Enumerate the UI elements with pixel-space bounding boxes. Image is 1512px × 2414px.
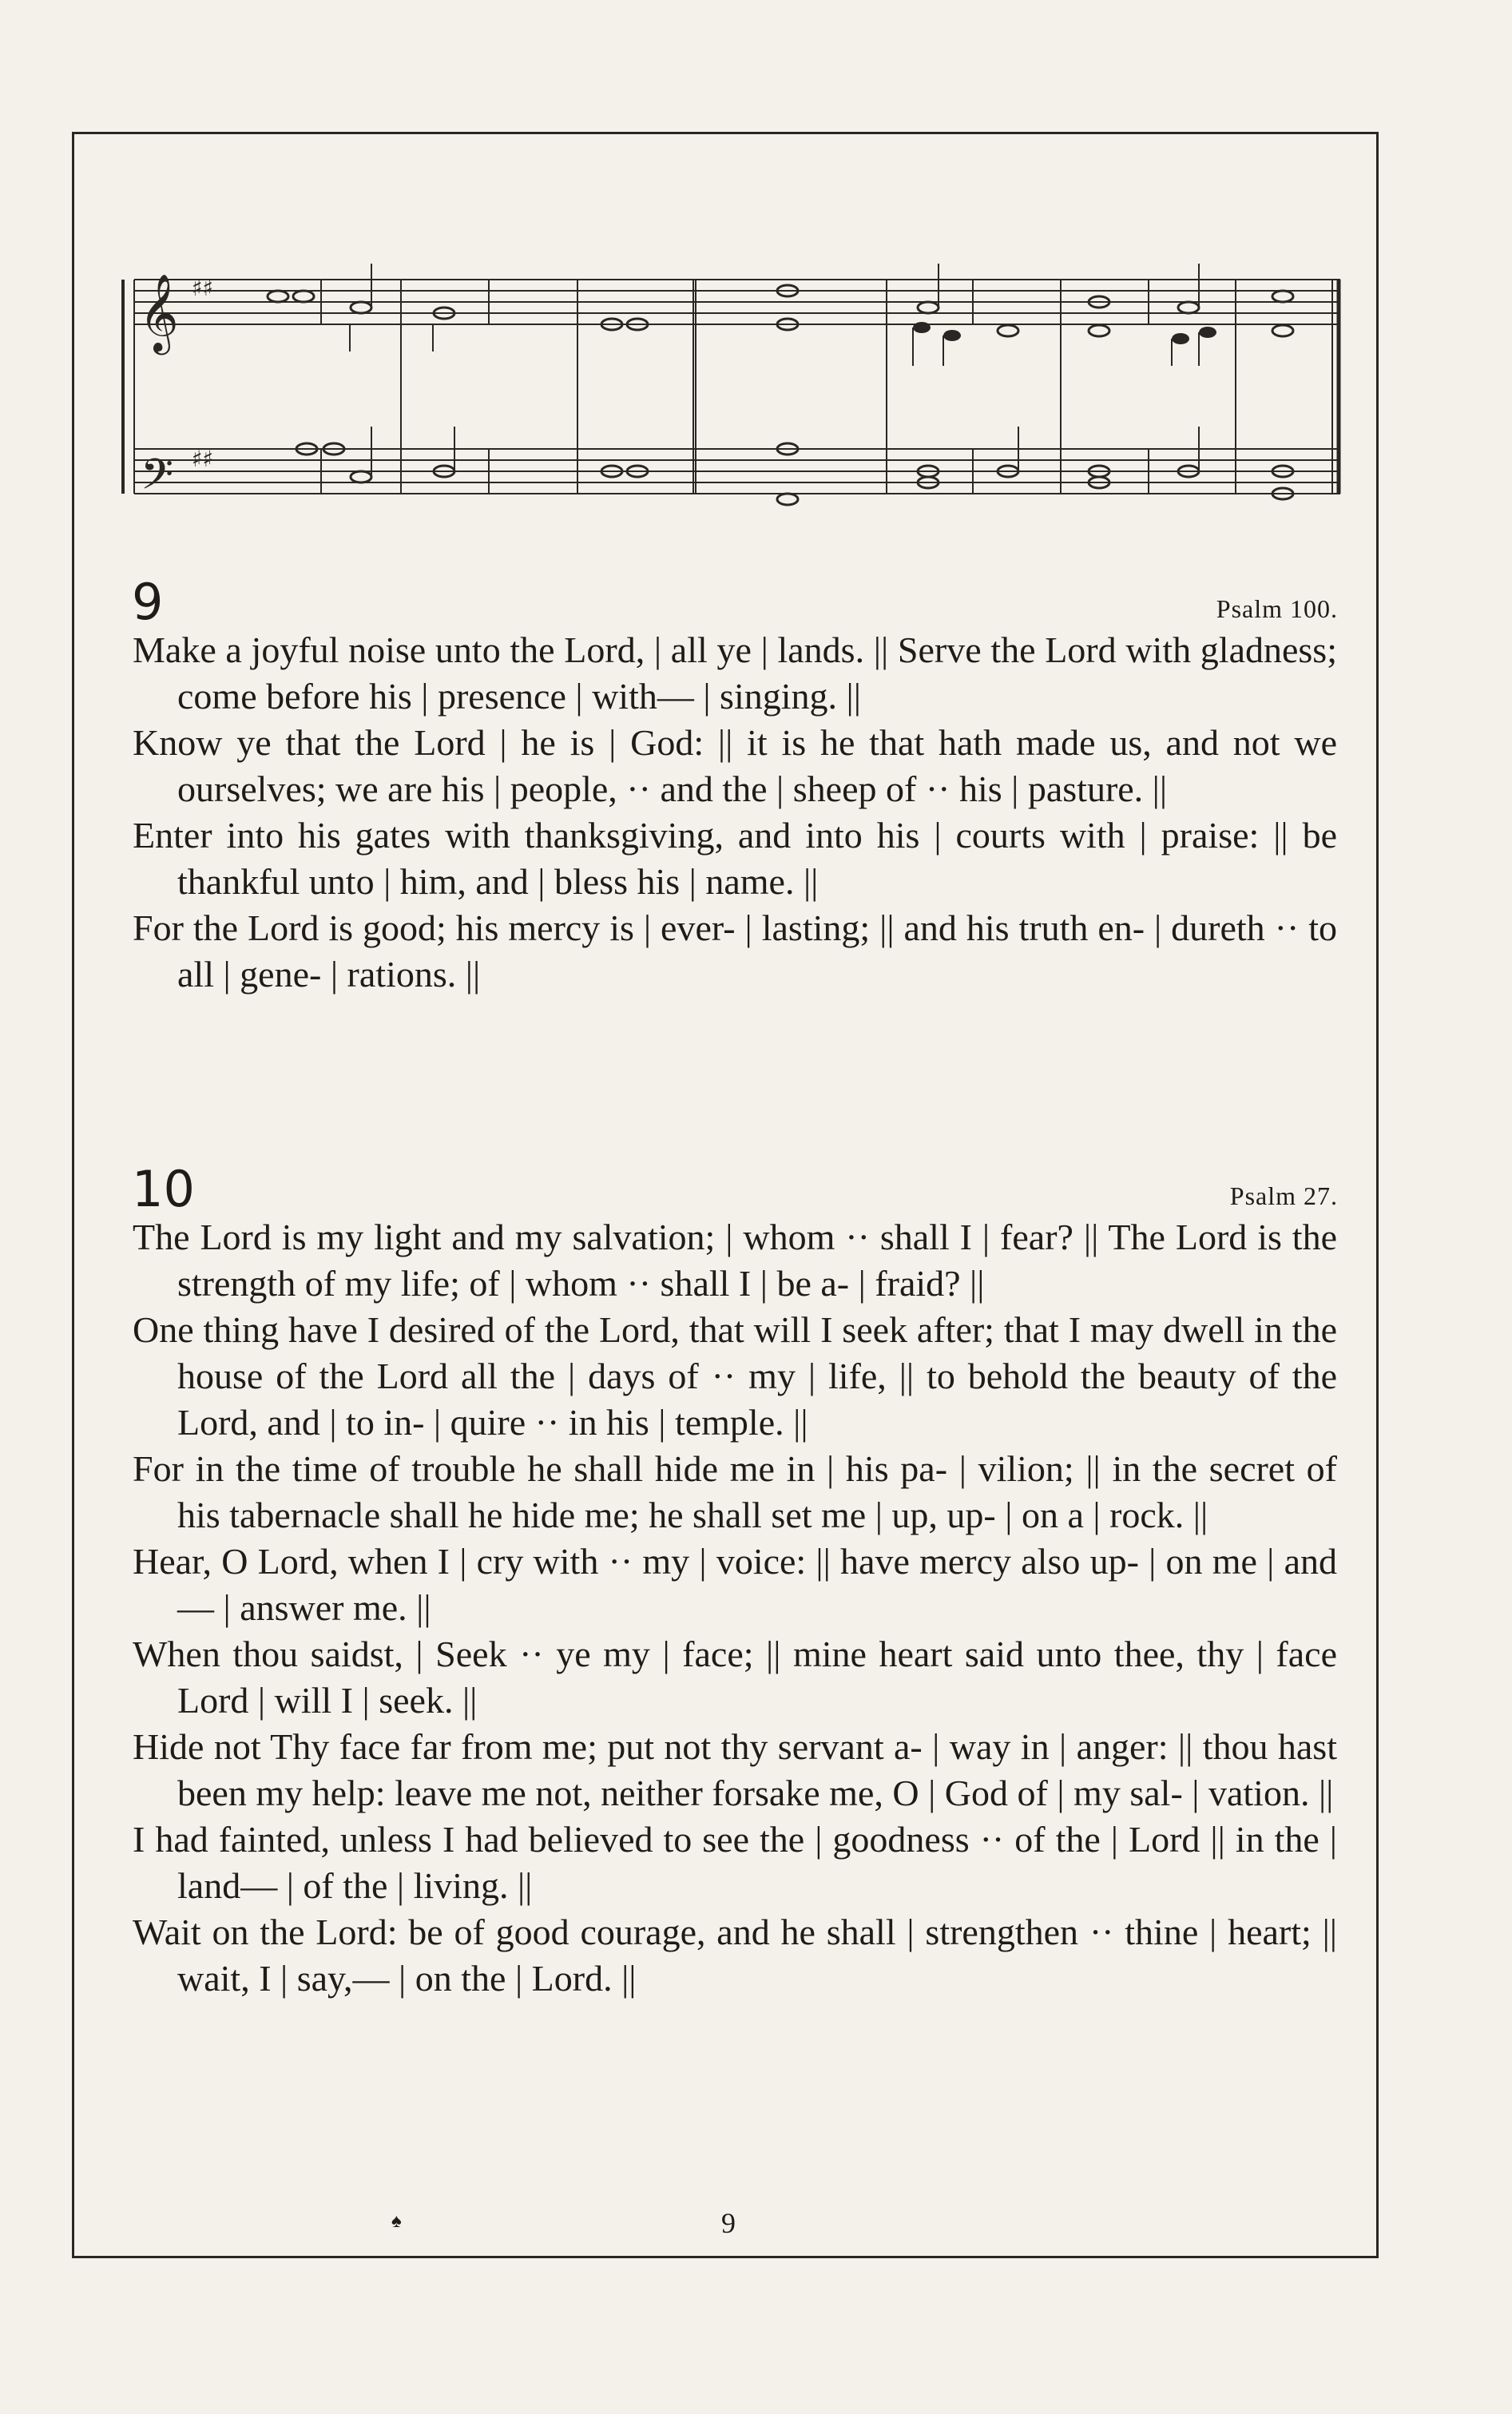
psalm-10-header xyxy=(132,1150,1338,1218)
verse: Know ye that the Lord | he is | God: || it is he that hath made us, and not we ourselves; we are his | people, ·· and the | sheep of ·· his | pasture. || xyxy=(133,722,1337,809)
svg-text:𝄞: 𝄞 xyxy=(139,273,179,351)
svg-text:𝄢: 𝄢 xyxy=(141,451,174,510)
page-number: 9 xyxy=(721,2207,736,2239)
psalm-10-verses xyxy=(133,1214,1337,2002)
svg-text:♯♯: ♯♯ xyxy=(192,446,214,472)
music-score xyxy=(118,264,1348,527)
psalm-number: 10 xyxy=(132,1160,195,1218)
verse: For in the time of trouble he shall hide me in | his pa- | vilion; || in the secret of his tabernacle shall he hide me; he shall set me | up, up- | on a | rock. || xyxy=(133,1448,1337,1535)
psalm-reference: Psalm 27. xyxy=(1229,1181,1338,1210)
verse: When thou saidst, | Seek ·· ye my | face; || mine heart said unto thee, thy | face Lord | will I | seek. || xyxy=(133,1634,1337,1721)
psalm-number: 9 xyxy=(132,573,164,631)
psalm-reference: Psalm 100. xyxy=(1216,594,1338,623)
verse: For the Lord is good; his mercy is | ever- | lasting; || and his truth en- | dureth ·· to all | gene- | rations. || xyxy=(133,907,1337,995)
svg-text:♯♯: ♯♯ xyxy=(192,275,214,301)
psalm-9-header xyxy=(132,563,1338,631)
verse: Enter into his gates with thanksgiving, and into his | courts with | praise: || be thankful unto | him, and | bless his | name. || xyxy=(133,815,1337,902)
page-footer xyxy=(0,2206,1512,2246)
verse: Make a joyful noise unto the Lord, | all ye | lands. || Serve the Lord with gladness; come before his | presence | with— | singing. || xyxy=(133,629,1337,717)
verse: Hear, O Lord, when I | cry with ·· my | voice: || have mercy also up- | on me | and— | answer me. || xyxy=(133,1541,1337,1628)
verse: Hide not Thy face far from me; put not thy servant a- | way in | anger: || thou hast been my help: leave me not, neither forsake me, O | God of | my sal- | vation. || xyxy=(133,1726,1337,1813)
verse: I had fainted, unless I had believed to see the | goodness ·· of the | Lord || in the | land— | of the | living. || xyxy=(133,1819,1337,1906)
verse: The Lord is my light and my salvation; | whom ·· shall I | fear? || The Lord is the strength of my life; of | whom ·· shall I | be a- | fraid? || xyxy=(133,1217,1337,1304)
psalm-9-verses xyxy=(133,627,1337,998)
spade-icon: ♠ xyxy=(391,2211,402,2232)
verse: Wait on the Lord: be of good courage, and he shall | strengthen ·· thine | heart; || wait, I | say,— | on the | Lord. || xyxy=(133,1912,1337,1999)
verse: One thing have I desired of the Lord, that will I seek after; that I may dwell in the house of the Lord all the | days of ·· my | life, || to behold the beauty of the Lord, and | to in- | quire ·· in his | temple. || xyxy=(133,1309,1337,1443)
